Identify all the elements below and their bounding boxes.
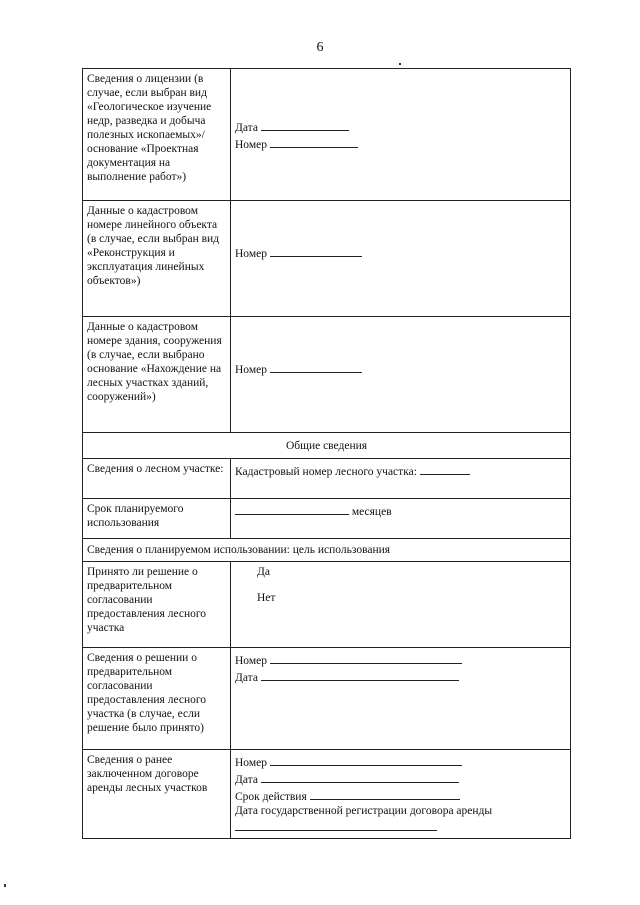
decision-info-fields <box>231 648 571 750</box>
license-date-input[interactable] <box>261 118 349 131</box>
license-fields <box>231 69 571 201</box>
license-number-label: Номер <box>235 138 267 151</box>
lease-date-row <box>235 770 566 787</box>
lease-label: Сведения о ранее заключенном договоре аренды лесных участков <box>83 750 231 839</box>
lease-term-input[interactable] <box>310 787 460 800</box>
lease-number-input[interactable] <box>270 753 462 766</box>
license-number-row <box>235 135 566 152</box>
option-no[interactable]: Нет <box>257 592 276 604</box>
building-fields <box>231 317 571 433</box>
lease-term-row <box>235 787 566 804</box>
lease-registration-label: Дата государственной регистрации договора аренды <box>235 805 493 817</box>
lease-registration-row <box>235 804 566 818</box>
usage-term-fields <box>231 499 571 539</box>
license-date-row <box>235 118 566 135</box>
license-number-input[interactable] <box>270 135 358 148</box>
decision-date-label: Дата <box>235 672 258 684</box>
linear-object-label: Данные о кадастровом номере линейного объекта (в случае, если выбран вид «Реконструкция и эксплуатация линейных объектов») <box>83 201 231 317</box>
building-label: Данные о кадастровом номере здания, сооружения (в случае, если выбрано основание «Нахождение на лесных участках зданий, сооружений») <box>83 317 231 433</box>
building-number-label: Номер <box>235 364 267 376</box>
usage-term-row <box>83 499 571 539</box>
application-form-table <box>82 68 571 839</box>
license-row <box>83 69 571 201</box>
general-section-title: Общие сведения <box>83 433 571 459</box>
linear-object-number-label: Номер <box>235 248 267 260</box>
linear-object-number-input[interactable] <box>270 244 362 257</box>
preliminary-decision-label: Принято ли решение о предварительном согласовании предоставления лесного участка <box>83 562 231 648</box>
lease-number-label: Номер <box>235 757 267 769</box>
preliminary-decision-options <box>231 562 571 648</box>
linear-object-fields <box>231 201 571 317</box>
building-number-input[interactable] <box>270 360 362 373</box>
preliminary-decision-row <box>83 562 571 648</box>
usage-purpose-row <box>83 539 571 562</box>
license-label: Сведения о лицензии (в случае, если выбран вид «Геологическое изучение недр, разведка и добыча полезных ископаемых»/ основание «Проектная документация на выполнение работ») <box>83 69 231 201</box>
forest-plot-fields <box>231 459 571 499</box>
page-number: 6 <box>316 40 324 55</box>
usage-term-input[interactable] <box>235 502 349 515</box>
scan-speck <box>399 63 401 65</box>
linear-object-number-row <box>235 244 566 261</box>
lease-registration-input[interactable] <box>235 818 437 831</box>
option-yes[interactable]: Да <box>257 566 270 578</box>
cadastral-number-input[interactable] <box>420 462 470 475</box>
lease-term-label: Срок действия <box>235 791 307 803</box>
usage-term-label: Срок планируемого использования <box>83 499 231 539</box>
decision-info-label: Сведения о решении о предварительном согласовании предоставления лесного участка (в случае, если решение было принято) <box>83 648 231 750</box>
lease-number-row <box>235 753 566 770</box>
building-row <box>83 317 571 433</box>
lease-date-label: Дата <box>235 774 258 786</box>
general-section-row <box>83 433 571 459</box>
decision-date-input[interactable] <box>261 668 459 681</box>
decision-number-row <box>235 651 566 668</box>
decision-info-row <box>83 648 571 750</box>
license-date-label: Дата <box>235 121 258 134</box>
decision-number-label: Номер <box>235 655 267 667</box>
usage-term-unit: месяцев <box>351 506 392 518</box>
decision-date-row <box>235 668 566 685</box>
lease-date-input[interactable] <box>261 770 459 783</box>
decision-number-input[interactable] <box>270 651 462 664</box>
forest-plot-label: Сведения о лесном участке: <box>83 459 231 499</box>
cadastral-number-label: Кадастровый номер лесного участка: <box>235 466 417 478</box>
scan-speck <box>4 884 6 887</box>
linear-object-row <box>83 201 571 317</box>
building-number-row <box>235 360 566 377</box>
lease-fields <box>231 750 571 839</box>
usage-purpose-text: Сведения о планируемом использовании: цель использования <box>83 539 571 562</box>
forest-plot-row <box>83 459 571 499</box>
lease-registration-input-row <box>235 818 566 835</box>
lease-row <box>83 750 571 839</box>
